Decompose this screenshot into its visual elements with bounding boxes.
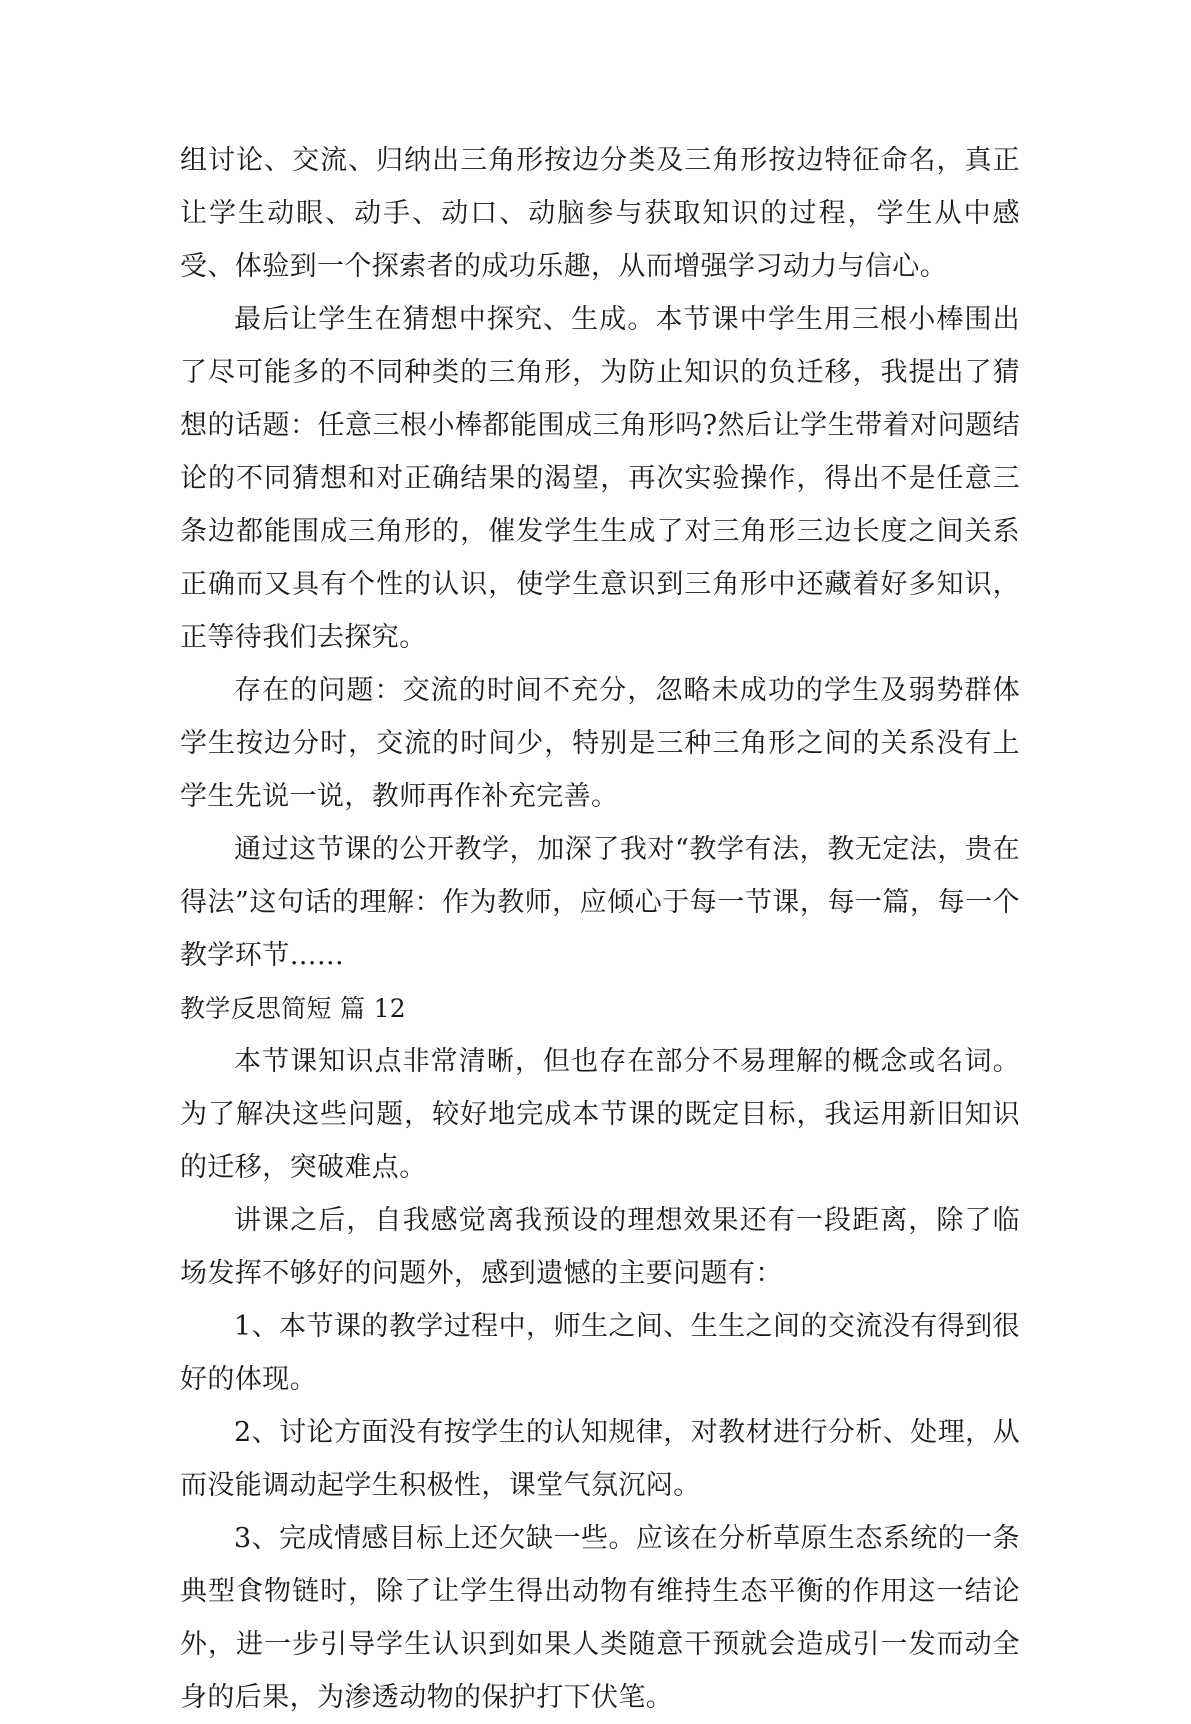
paragraph: 本节课知识点非常清晰，但也存在部分不易理解的概念或名词。为了解决这些问题，较好地完成本节课的既定目标，我运用新旧知识的迁移，突破难点。 [180, 1046, 1020, 1183]
section-heading: 教学反思简短 篇 12 [180, 994, 407, 1023]
document-page [180, 134, 1020, 1724]
list-item: 3、完成情感目标上还欠缺一些。应该在分析草原生态系统的一条典型食物链时，除了让学生得出动物有维持生态平衡的作用这一结论外，进一步引导学生认识到如果人类随意干预就会造成引一发而动全身的后果，为渗透动物的保护打下伏笔。 [180, 1523, 1020, 1713]
list-item: 2、讨论方面没有按学生的认知规律，对教材进行分析、处理，从而没能调动起学生积极性，课堂气氛沉闷。 [180, 1417, 1020, 1501]
paragraph-continued: 组讨论、交流、归纳出三角形按边分类及三角形按边特征命名，真正让学生动眼、动手、动口、动脑参与获取知识的过程，学生从中感受、体验到一个探索者的成功乐趣，从而增强学习动力与信心。 [180, 145, 1020, 282]
paragraph: 通过这节课的公开教学，加深了我对“教学有法，教无定法，贵在得法”这句话的理解：作为教师，应倾心于每一节课，每一篇，每一个教学环节…... [180, 834, 1020, 971]
paragraph: 讲课之后，自我感觉离我预设的理想效果还有一段距离，除了临场发挥不够好的问题外，感到遗憾的主要问题有： [180, 1205, 1020, 1289]
paragraph: 存在的问题：交流的时间不充分，忽略未成功的学生及弱势群体学生按边分时，交流的时间少，特别是三种三角形之间的关系没有上学生先说一说，教师再作补充完善。 [180, 675, 1020, 812]
paragraph: 最后让学生在猜想中探究、生成。本节课中学生用三根小棒围出了尽可能多的不同种类的三角形，为防止知识的负迁移，我提出了猜想的话题：任意三根小棒都能围成三角形吗?然后让学生带着对问题结论的不同猜想和对正确结果的渴望，再次实验操作，得出不是任意三条边都能围成三角形的，催发学生生成了对三角形三边长度之间关系正确而又具有个性的认识，使学生意识到三角形中还藏着好多知识，正等待我们去探究。 [180, 304, 1020, 653]
list-item: 1、本节课的教学过程中，师生之间、生生之间的交流没有得到很好的体现。 [180, 1311, 1020, 1395]
